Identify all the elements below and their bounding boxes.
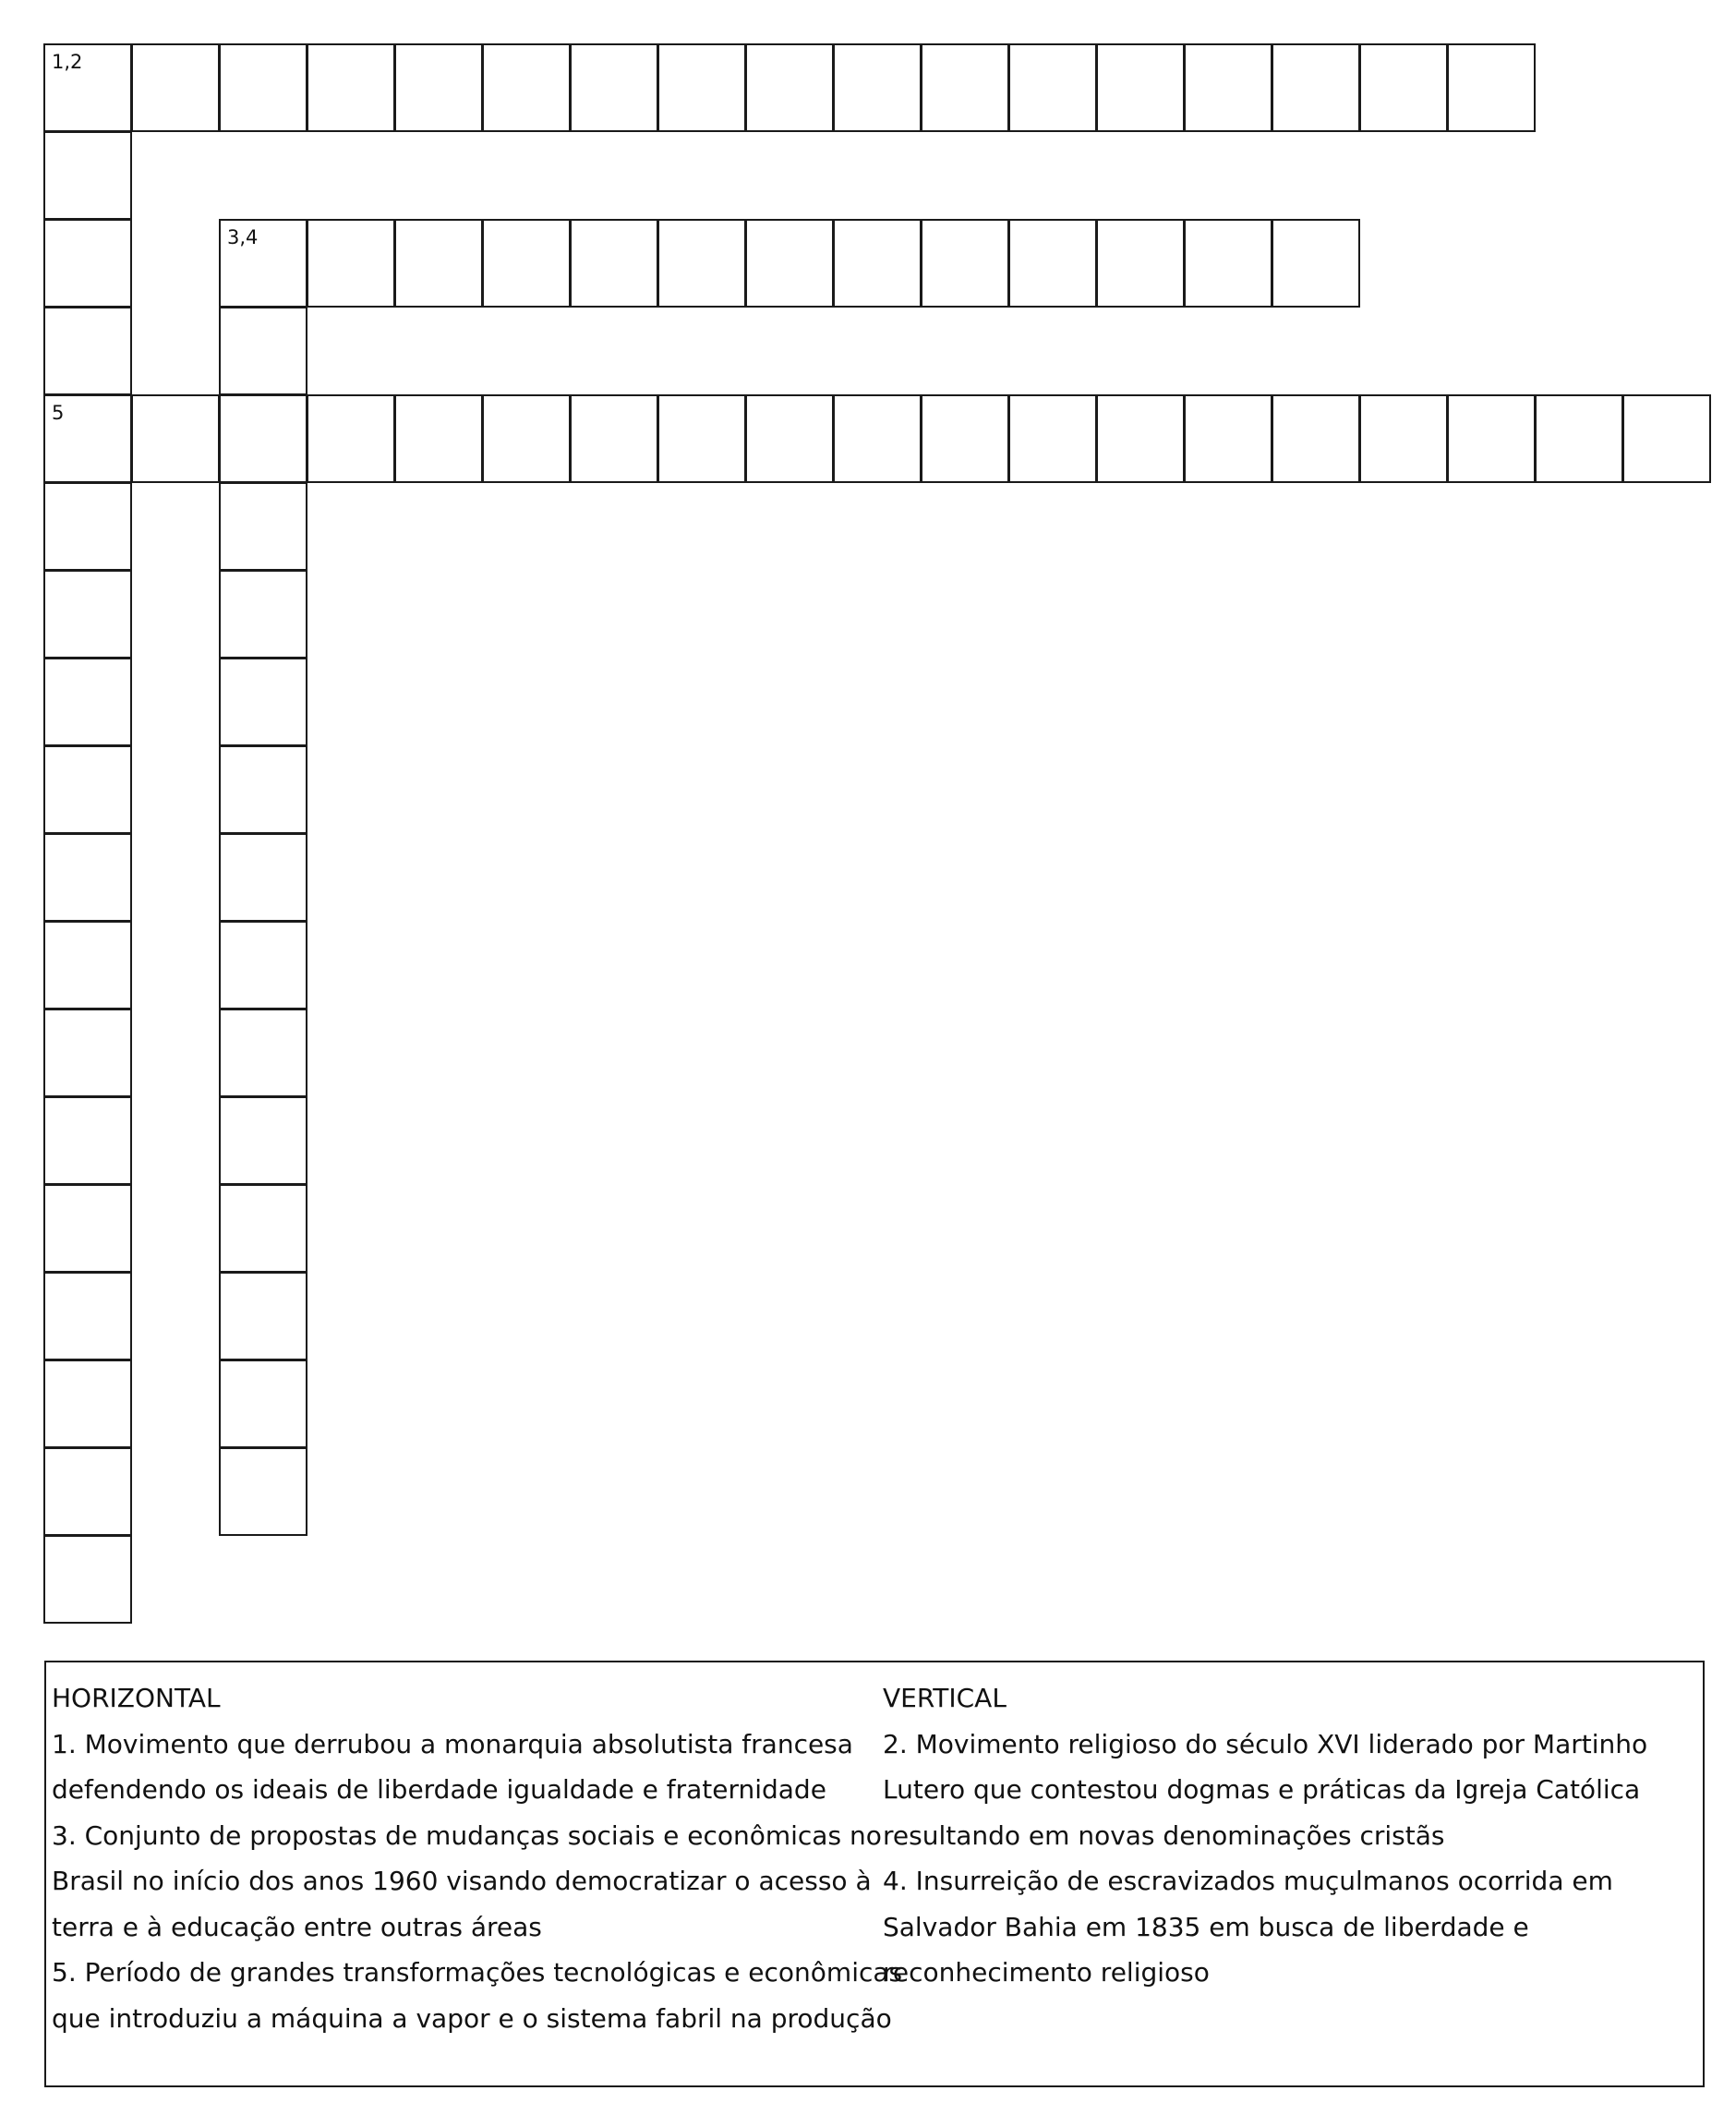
vertical-clues — [883, 1675, 1695, 1996]
crossword-cell[interactable] — [1359, 43, 1448, 132]
clue-line: 4. Insurreição de escravizados muçulmanos ocorrida em — [883, 1866, 1613, 1896]
crossword-cell[interactable] — [745, 394, 834, 483]
crossword-cell[interactable] — [43, 921, 132, 1009]
crossword-cell[interactable] — [394, 43, 483, 132]
crossword-cell[interactable] — [1447, 43, 1536, 132]
clue-line: 3. Conjunto de propostas de mudanças sociais e econômicas no — [52, 1819, 882, 1851]
horizontal-heading: HORIZONTAL — [52, 1683, 221, 1713]
crossword-cell[interactable] — [482, 43, 571, 132]
crossword-cell[interactable] — [43, 219, 132, 308]
crossword-cell[interactable] — [43, 570, 132, 659]
crossword-cell[interactable] — [219, 658, 307, 746]
crossword-cell[interactable] — [43, 833, 132, 922]
clue-line: resultando em novas denominações cristãs — [883, 1819, 1445, 1851]
crossword-cell[interactable] — [307, 43, 395, 132]
crossword-cell[interactable] — [43, 394, 132, 483]
crossword-cell[interactable] — [219, 1009, 307, 1097]
crossword-cell[interactable] — [657, 219, 746, 308]
crossword-cell[interactable] — [745, 43, 834, 132]
crossword-cell[interactable] — [219, 1272, 307, 1360]
crossword-cell[interactable] — [43, 1096, 132, 1185]
crossword-cell[interactable] — [43, 1360, 132, 1448]
crossword-cell[interactable] — [219, 921, 307, 1009]
crossword-cell[interactable] — [394, 219, 483, 308]
crossword-cell[interactable] — [1096, 219, 1185, 308]
crossword-cell[interactable] — [219, 570, 307, 659]
clue-number: 1,2 — [52, 51, 83, 73]
crossword-cell[interactable] — [570, 43, 658, 132]
crossword-cell[interactable] — [1008, 43, 1097, 132]
crossword-cell[interactable] — [657, 394, 746, 483]
crossword-cell[interactable] — [131, 43, 220, 132]
crossword-cell[interactable] — [43, 131, 132, 220]
crossword-cell[interactable] — [1272, 219, 1360, 308]
crossword-cell[interactable] — [1272, 394, 1360, 483]
crossword-cell[interactable] — [219, 1184, 307, 1273]
crossword-cell[interactable] — [921, 219, 1009, 308]
crossword-cell[interactable] — [219, 833, 307, 922]
crossword-cell[interactable] — [1184, 219, 1272, 308]
crossword-cell[interactable] — [833, 43, 922, 132]
crossword-cell[interactable] — [219, 394, 307, 483]
crossword-cell[interactable] — [307, 394, 395, 483]
crossword-cell[interactable] — [1272, 43, 1360, 132]
crossword-cell[interactable] — [43, 745, 132, 834]
crossword-cell[interactable] — [570, 394, 658, 483]
crossword-cell[interactable] — [307, 219, 395, 308]
crossword-cell[interactable] — [219, 1096, 307, 1185]
crossword-cell[interactable] — [219, 43, 307, 132]
crossword-cell[interactable] — [219, 219, 307, 308]
clue-line: que introduziu a máquina a vapor e o sistema fabril na produção — [52, 2002, 892, 2034]
crossword-cell[interactable] — [657, 43, 746, 132]
crossword-cell[interactable] — [43, 482, 132, 571]
crossword-cell[interactable] — [43, 43, 132, 132]
crossword-cell[interactable] — [1359, 394, 1448, 483]
crossword-cell[interactable] — [43, 1009, 132, 1097]
crossword-cell[interactable] — [1008, 394, 1097, 483]
crossword-cell[interactable] — [570, 219, 658, 308]
clue-line: 2. Movimento religioso do século XVI liderado por Martinho — [883, 1728, 1648, 1759]
crossword-cell[interactable] — [921, 43, 1009, 132]
clue-line: Lutero que contestou dogmas e práticas da Igreja Católica — [883, 1774, 1641, 1805]
crossword-cell[interactable] — [43, 1272, 132, 1360]
crossword-cell[interactable] — [131, 394, 220, 483]
clue-line: 5. Período de grandes transformações tecnológicas e econômicas — [52, 1957, 903, 1988]
clue-line: 1. Movimento que derrubou a monarquia absolutista francesa — [52, 1728, 853, 1759]
crossword-cell[interactable] — [43, 1535, 132, 1624]
horizontal-clues — [52, 1675, 903, 2041]
crossword-cell[interactable] — [394, 394, 483, 483]
crossword-cell[interactable] — [745, 219, 834, 308]
crossword-cell[interactable] — [482, 219, 571, 308]
crossword-cell[interactable] — [43, 658, 132, 746]
clue-line: terra e à educação entre outras áreas — [52, 1911, 542, 1942]
clue-line: Salvador Bahia em 1835 em busca de liberdade e — [883, 1911, 1529, 1942]
crossword-cell[interactable] — [921, 394, 1009, 483]
crossword-cell[interactable] — [43, 1184, 132, 1273]
crossword-cell[interactable] — [1622, 394, 1711, 483]
clue-line: defendendo os ideais de liberdade igualdade e fraternidade — [52, 1774, 826, 1805]
crossword-cell[interactable] — [1535, 394, 1623, 483]
crossword-cell[interactable] — [43, 1447, 132, 1536]
crossword-cell[interactable] — [219, 307, 307, 395]
crossword-cell[interactable] — [833, 394, 922, 483]
crossword-cell[interactable] — [1184, 394, 1272, 483]
crossword-cell[interactable] — [1096, 394, 1185, 483]
clue-line: Brasil no início dos anos 1960 visando democratizar o acesso à — [52, 1866, 872, 1896]
crossword-cell[interactable] — [219, 745, 307, 834]
crossword-cell[interactable] — [1447, 394, 1536, 483]
clue-number: 5 — [52, 402, 65, 424]
crossword-cell[interactable] — [833, 219, 922, 308]
crossword-cell[interactable] — [1096, 43, 1185, 132]
crossword-cell[interactable] — [43, 307, 132, 395]
crossword-cell[interactable] — [219, 1447, 307, 1536]
crossword-cell[interactable] — [482, 394, 571, 483]
clues-box — [44, 1661, 1705, 2087]
crossword-cell[interactable] — [1008, 219, 1097, 308]
vertical-heading: VERTICAL — [883, 1683, 1007, 1713]
clue-number: 3,4 — [227, 226, 259, 248]
crossword-cell[interactable] — [1184, 43, 1272, 132]
clue-line: reconhecimento religioso — [883, 1957, 1210, 1988]
crossword-cell[interactable] — [219, 1360, 307, 1448]
crossword-cell[interactable] — [219, 482, 307, 571]
